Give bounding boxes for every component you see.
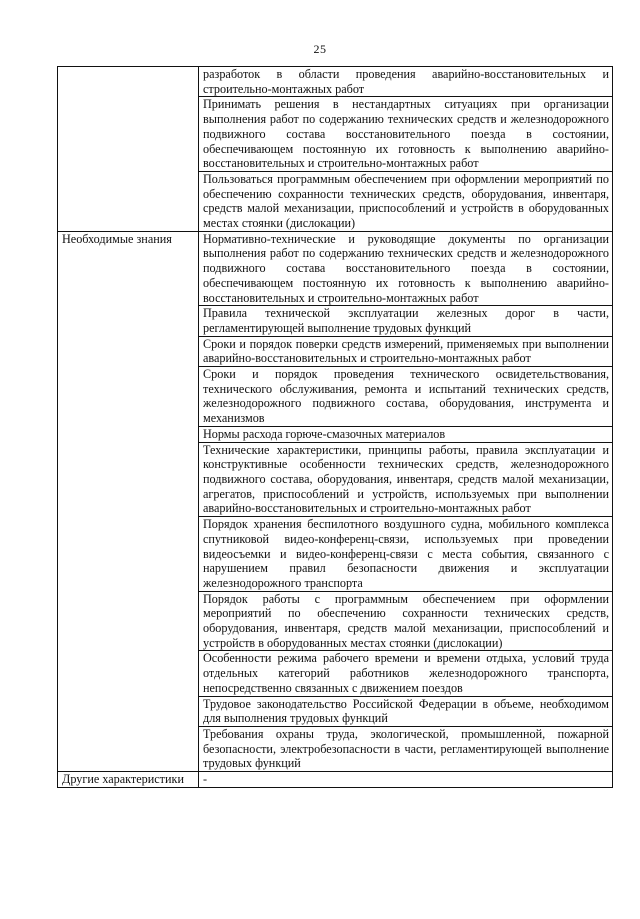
row-label-other-characteristics: Другие характеристики [58, 772, 199, 788]
table-cell: Нормативно-технические и руководящие документы по организации выполнения работ по содержанию технических средств и железнодорожного подвижного состава восстановительного поезда в состоянии, обеспечивающем постоянную их готовность к выполнению аварийно-восстановительных и строительно-монтажных работ [199, 231, 613, 306]
table-cell: - [199, 772, 613, 788]
table-cell: Требования охраны труда, экологической, промышленной, пожарной безопасности, электробезопасности в части, регламентирующей выполнение трудовых функций [199, 726, 613, 771]
table-cell: Нормы расхода горюче-смазочных материалов [199, 426, 613, 442]
page-number: 25 [313, 42, 327, 56]
table-cell: Порядок работы с программным обеспечением при оформлении мероприятий по обеспечению сохранности технических средств, оборудования, инвентаря, средств малой механизации, приспособлений и устройств в оборудованных местах стоянки (дислокации) [199, 591, 613, 651]
table-row [58, 772, 613, 788]
table-cell: Пользоваться программным обеспечением при оформлении мероприятий по обеспечению сохранности технических средств, оборудования, инвентаря, средств малой механизации, приспособлений и устройств в оборудованных местах стоянки (дислокации) [199, 171, 613, 231]
table-cell: разработок в области проведения аварийно-восстановительных и строительно-монтажных работ [199, 67, 613, 97]
row-label-required-knowledge: Необходимые знания [58, 231, 199, 771]
table-cell: Принимать решения в нестандартных ситуациях при организации выполнения работ по содержанию технических средств и железнодорожного подвижного состава восстановительного поезда в состоянии, обеспечивающем постоянную их готовность к выполнению аварийно-восстановительных и строительно-монтажных работ [199, 97, 613, 172]
qualification-table [57, 66, 613, 788]
table-cell: Технические характеристики, принципы работы, правила эксплуатации и конструктивные особенности технических средств, железнодорожного подвижного состава, оборудования, инвентаря, средств малой механизации, агрегатов, приспособлений и устройств, используемых при выполнении аварийно-восстановительных и строительно-монтажных работ [199, 442, 613, 517]
table-cell: Сроки и порядок поверки средств измерений, применяемых при выполнении аварийно-восстановительных и строительно-монтажных работ [199, 336, 613, 366]
table-row [58, 231, 613, 306]
table-cell: Порядок хранения беспилотного воздушного судна, мобильного комплекса спутниковой видео-конференц-связи, используемых при проведении видеосъемки и видео-конференц-связи с места события, связанного с нарушением правил безопасности движения и эксплуатации железнодорожного транспорта [199, 517, 613, 592]
table-cell: Трудовое законодательство Российской Федерации в объеме, необходимом для выполнения трудовых функций [199, 696, 613, 726]
table-row [58, 67, 613, 97]
table-cell: Сроки и порядок проведения технического освидетельствования, технического обслуживания, ремонта и испытаний технических средств, железнодорожного подвижного состава, оборудования, инструмента и механизмов [199, 367, 613, 427]
row-label [58, 67, 199, 232]
table-cell: Особенности режима рабочего времени и времени отдыха, условий труда отдельных категорий работников железнодорожного транспорта, непосредственно связанных с движением поездов [199, 651, 613, 696]
table-cell: Правила технической эксплуатации железных дорог в части, регламентирующей выполнение трудовых функций [199, 306, 613, 336]
